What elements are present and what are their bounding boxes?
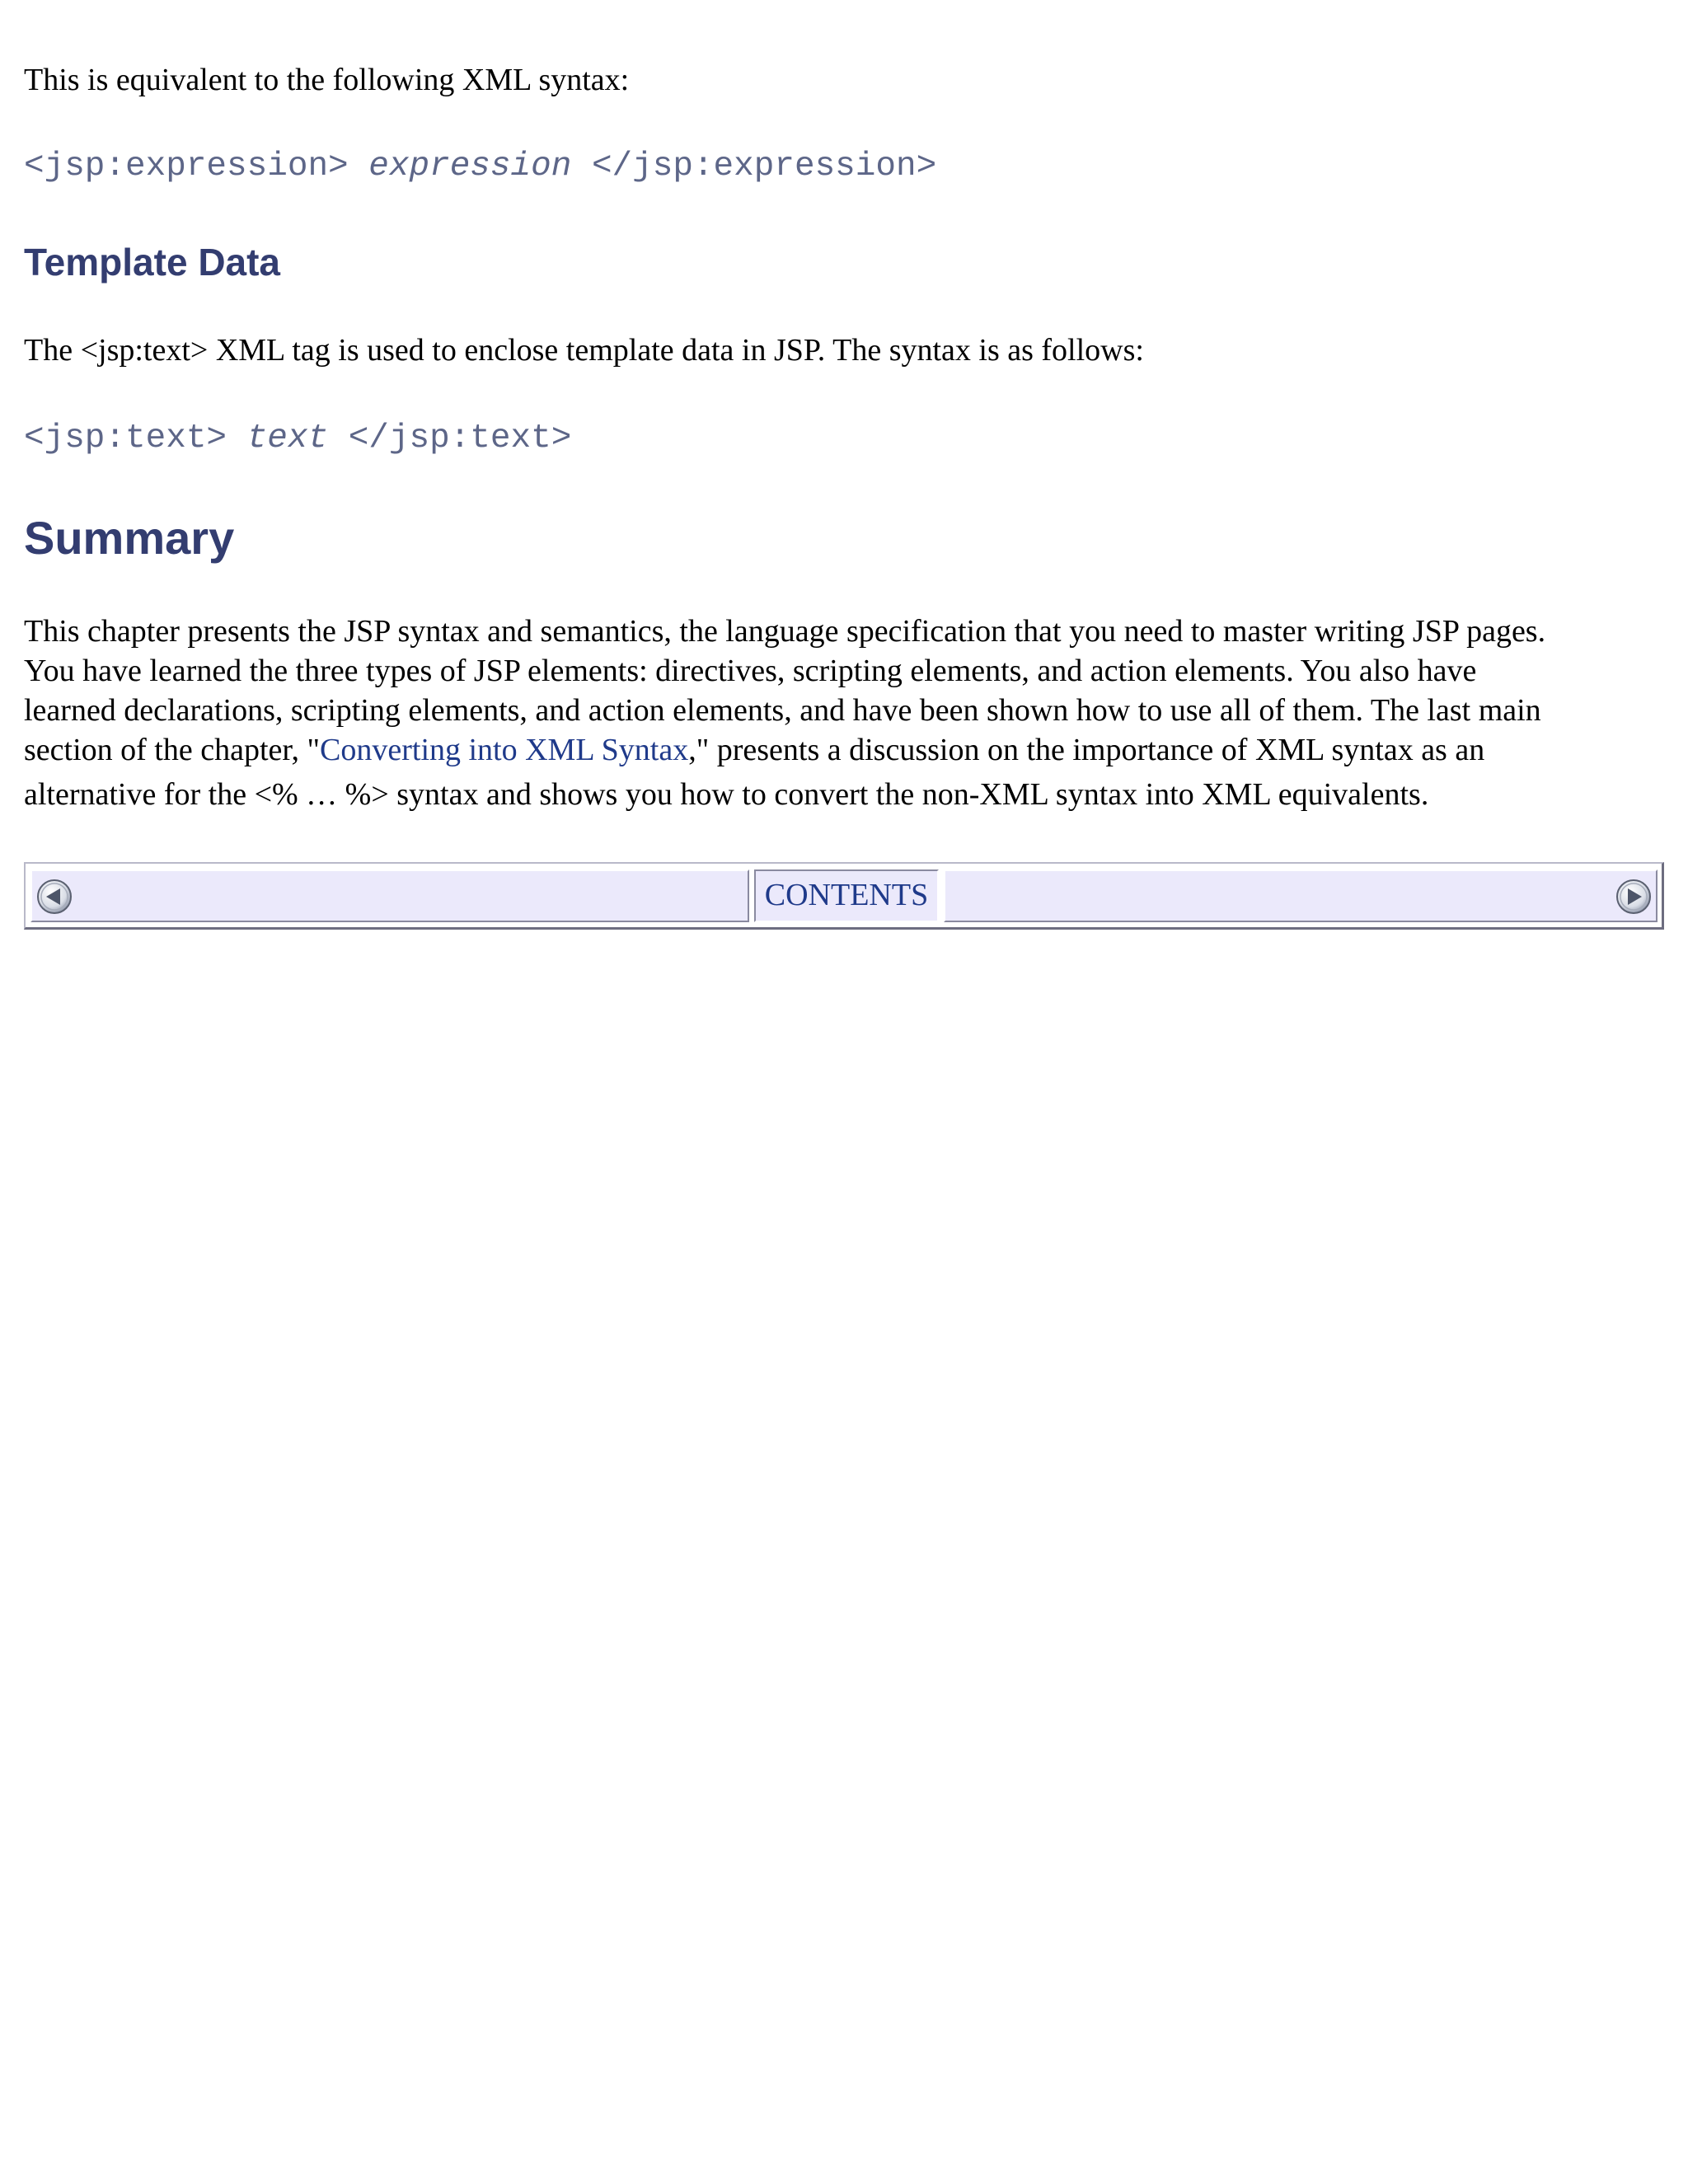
summary-line: You have learned the three types of JSP elements: directives, scripting elements, and action elements. You also have xyxy=(24,654,1477,688)
code-close-tag: </jsp:expression> xyxy=(591,148,937,185)
nav-cell-next xyxy=(944,869,1658,922)
circle-right-arrow-icon[interactable] xyxy=(1615,878,1653,916)
code-body: expression xyxy=(368,148,572,185)
nav-cell-contents xyxy=(754,869,939,922)
template-data-paragraph: The <jsp:text> XML tag is used to enclose template data in JSP. The syntax is as follows: xyxy=(24,333,1144,368)
navigation-bar xyxy=(24,862,1664,930)
contents-link[interactable]: CONTENTS xyxy=(764,878,929,912)
converting-xml-syntax-link[interactable]: Converting into XML Syntax xyxy=(320,733,689,767)
summary-paragraph xyxy=(24,612,1664,814)
summary-line xyxy=(24,730,1664,770)
code-open-tag: <jsp:expression> xyxy=(24,148,349,185)
nav-cell-previous xyxy=(30,869,749,922)
summary-text: section of the chapter, " xyxy=(24,733,321,767)
code-text xyxy=(24,419,571,458)
code-close-tag: </jsp:text> xyxy=(348,419,572,457)
section-heading-template-data: Template Data xyxy=(24,241,281,284)
code-expression xyxy=(24,147,936,186)
summary-text: ," presents a discussion on the importance of XML syntax as an xyxy=(688,733,1485,767)
summary-line: learned declarations, scripting elements, and action elements, and have been shown how to use all of them. The last main xyxy=(24,693,1541,728)
circle-left-arrow-icon[interactable] xyxy=(35,878,73,916)
summary-line: This chapter presents the JSP syntax and semantics, the language specification that you need to master writing JSP pages. xyxy=(24,614,1546,649)
intro-paragraph: This is equivalent to the following XML syntax: xyxy=(24,63,630,97)
summary-line: alternative for the <% … %> syntax and shows you how to convert the non-XML syntax into XML equivalents. xyxy=(24,777,1429,812)
section-heading-summary: Summary xyxy=(24,512,235,564)
code-open-tag: <jsp:text> xyxy=(24,419,227,457)
code-body: text xyxy=(246,419,329,457)
